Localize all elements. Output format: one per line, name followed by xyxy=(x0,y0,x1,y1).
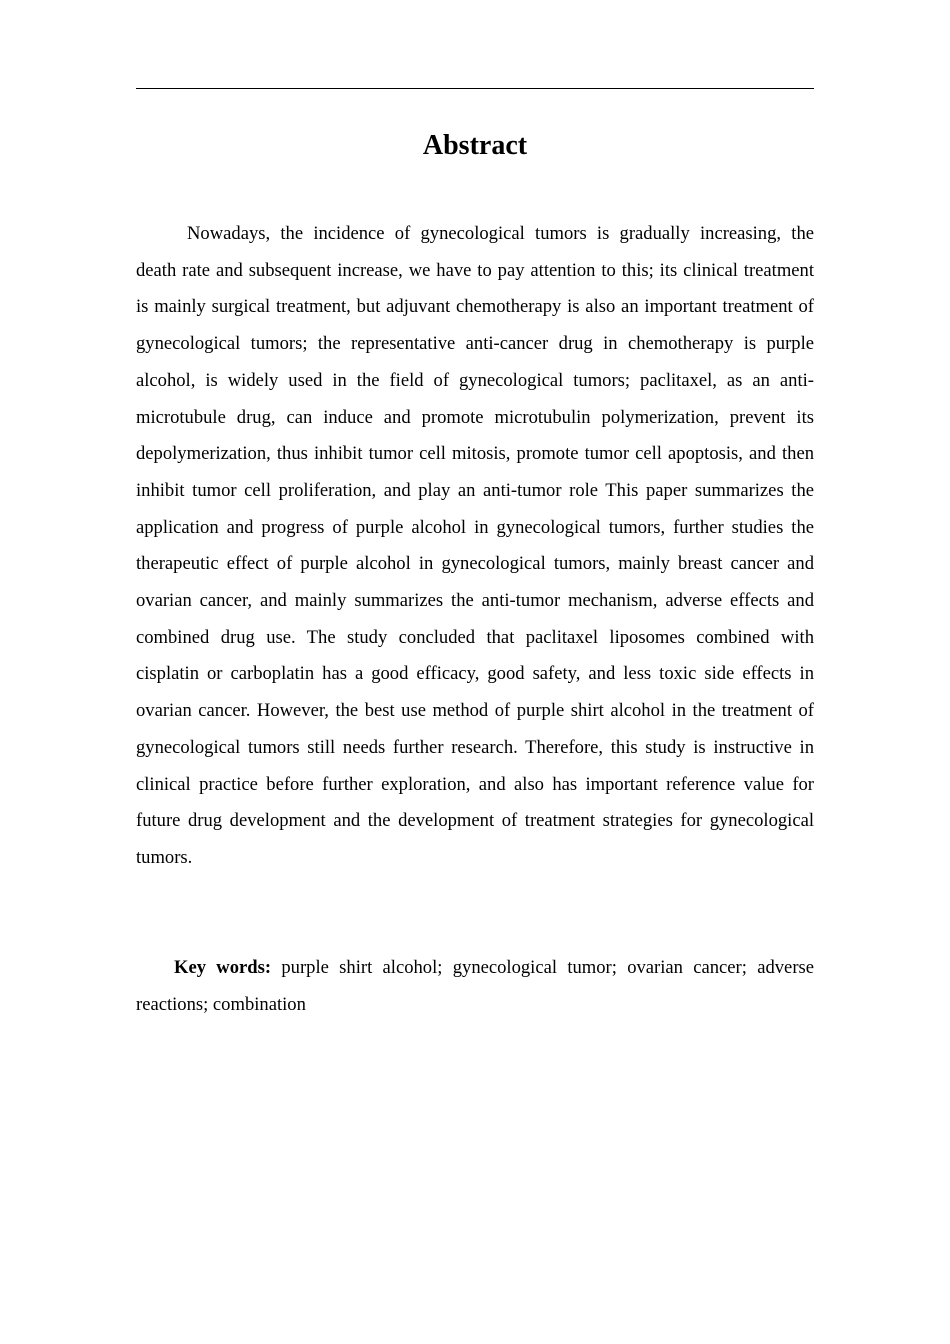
header-rule xyxy=(136,88,814,89)
keywords-text: purple shirt alcohol; gynecological tumor; ovarian cancer; adverse reactions; combination xyxy=(136,957,814,1015)
keywords-paragraph xyxy=(136,950,814,1023)
keywords-label: Key words: xyxy=(174,957,272,978)
abstract-title: Abstract xyxy=(422,130,528,161)
abstract-body: Nowadays, the incidence of gynecological tumors is gradually increasing, the death rate and subsequent increase, we have to pay attention to this; its clinical treatment is mainly surgical treatment, but adjuvant chemotherapy is also an important treatment of gynecological tumors; the representative anti-cancer drug in chemotherapy is purple alcohol, is widely used in the field of gynecological tumors; paclitaxel, as an anti-microtubule drug, can induce and promote microtubulin polymerization, prevent its depolymerization, thus inhibit tumor cell mitosis, promote tumor cell apoptosis, and then inhibit tumor cell proliferation, and play an anti-tumor role This paper summarizes the application and progress of purple alcohol in gynecological tumors, further studies the therapeutic effect of purple alcohol in gynecological tumors, mainly breast cancer and ovarian cancer, and mainly summarizes the anti-tumor mechanism, adverse effects and combined drug use. The study concluded that paclitaxel liposomes combined with cisplatin or carboplatin has a good efficacy, good safety, and less toxic side effects in ovarian cancer. However, the best use method of purple shirt alcohol in the treatment of gynecological tumors still needs further research. Therefore, this study is instructive in clinical practice before further exploration, and also has important reference value for future drug development and the development of treatment strategies for gynecological tumors. xyxy=(136,223,814,868)
